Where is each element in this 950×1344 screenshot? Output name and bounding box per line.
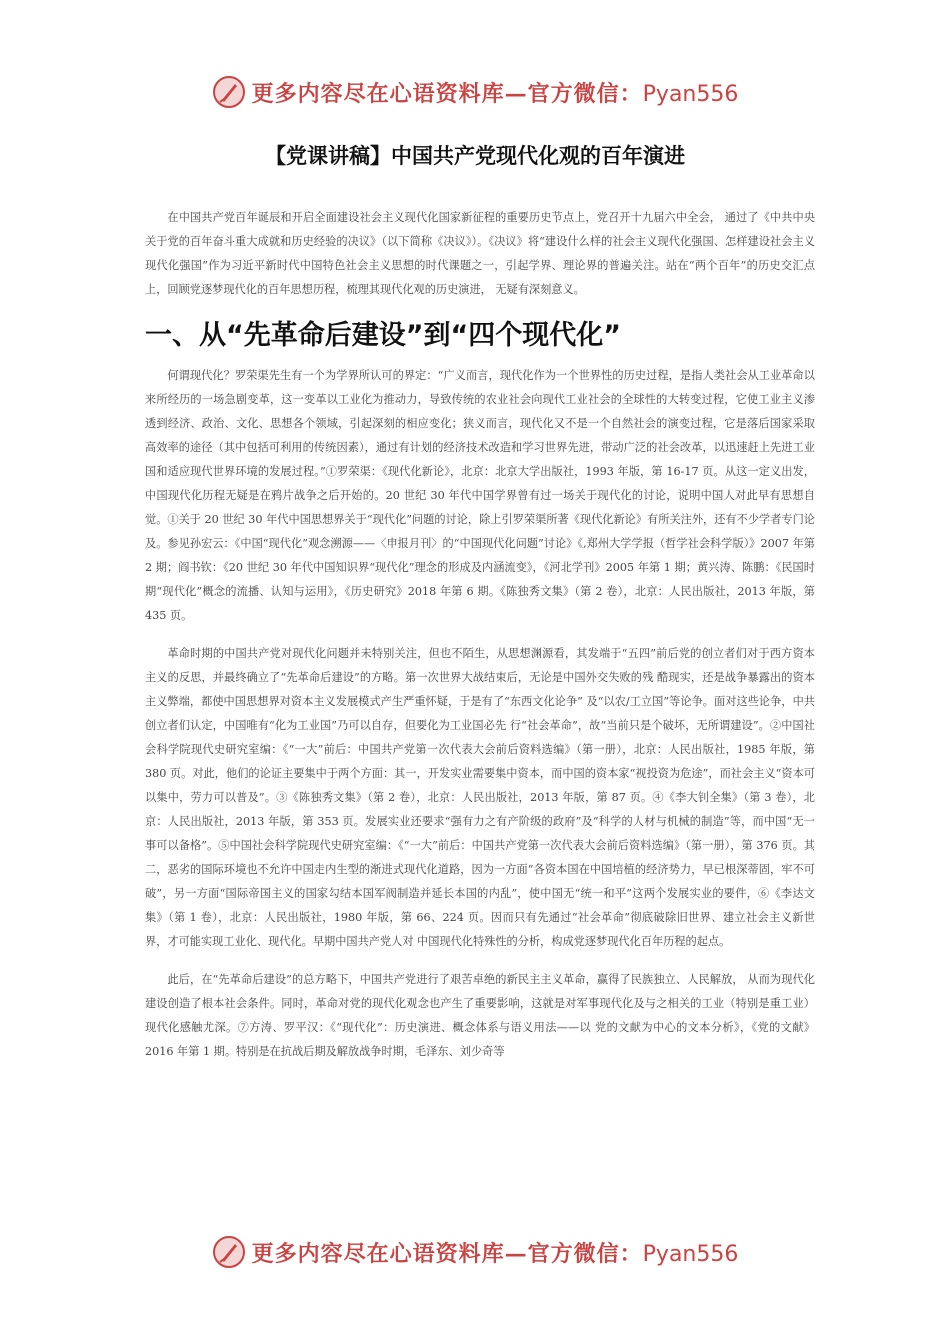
- body-paragraph-3: 此后，在“先革命后建设”的总方略下，中国共产党进行了艰苦卓绝的新民主主义革命，赢得了民族独立、人民解放， 从而为现代化建设创造了根本社会条件。同时，革命对党的现代化观念也产生了重要影响，这就是对军事现代化及与之相关的工业（特别是重工业）现代化感触尤深。⑦方涛、罗平汉：《“现代化”：历史演进、概念体系与语义用法——以 党的文献为中心的文本分析》，《党的文献》2016 年第 1 期。特别是在抗战后期及解放战争时期，毛泽东、刘少奇等: [145, 973, 815, 1058]
- feather-logo-icon: [212, 1235, 246, 1269]
- body-paragraph-1: 何谓现代化？罗荣渠先生有一个为学界所认可的界定：“广义而言，现代化作为一个世界性的历史过程，是指人类社会从工业革命以来所经历的一场急剧变革，这一变革以工业化为推动力，导致传统的农业社会向现代工业社会的全球性的大转变过程，它使工业主义渗透到经济、政治、文化、思想各个领域，引起深刻的相应变化；狭义而言，现代化又不是一个自然社会的演变过程，它是落后国家采取高效率的途径（其中包括可利用的传统因素），通过有计划的经济技术改造和学习世界先进，带动广泛的社会改革，以迅速赶上先进工业国和适应现代世界环境的发展过程。”①罗荣渠：《现代化新论》，北京：北京大学出版社，1993 年版，第 16-17 页。从这一定义出发，中国现代化历程无疑是在鸦片战争之后开始的。20 世纪 30 年代中国学界曾有过一场关于现代化的讨论，说明中国人对此早有思想自觉。①关于 20 世纪 30 年代中国思想界关于“现代化”问题的讨论，除上引罗荣渠所著《现代化新论》有所关注外，还有不少学者专门论及。参见孙宏云：《中国“现代化”观念溯源——〈申报月刊〉的“中国现代化问题”讨论》《,郑州大学学报（哲学社会科学版）》2007 年第 2 期；阎书钦：《20 世纪 30 年代中国知识界“现代化”理念的形成及内涵流变》，《河北学刊》2005 年第 1 期；黄兴涛、陈鹏：《民国时期“现代化”概念的流播、认知与运用》，《历史研究》2018 年第 6 期。《陈独秀文集》（第 2 卷），北京：人民出版社，2013 年版，第 435 页。: [145, 369, 815, 622]
- body-paragraph-2: 革命时期的中国共产党对现代化问题并未特别关注，但也不陌生，从思想渊源看，其发端于“五四”前后党的创立者们对于西方资本主义的反思，并最终确立了“先革命后建设”的方略。第一次世界大战结束后，无论是中国外交失败的残 酷现实，还是战争暴露出的资本主义弊端，都使中国思想界对资本主义发展模式产生严重怀疑，于是有了“东西文化论争” 及“以农/工立国”等论争。面对这些论争，中共创立者们认定，中国唯有“化为工业国”乃可以自存，但要化为工业国必先 行“社会革命”，故“当前只是个破坏，无所谓建设”。②中国社会科学院现代史研究室编：《“一大”前后：中国共产党第一次代表大会前后资料选编》（第一册），北京：人民出版社，1985 年版，第 380 页。对此，他们的论证主要集中于两个方面：其一，开发实业需要集中资本，而中国的资本家“视投资为危途”，而社会主义“资本可以集中，劳力可以普及”。③《陈独秀文集》（第 2 卷），北京：人民出版社，2013 年版，第 87 页。④《李大钊全集》（第 3 卷），北京：人民出版社，2013 年版，第 353 页。发展实业还要求“强有力之有产阶级的政府”及“科学的人材与机械的制造”等，而中国“无一事可以备格”。⑤中国社会科学院现代史研究室编：《“一大”前后：中国共产党第一次代表大会前后资料选编》（第一册），第 376 页。其二，恶劣的国际环境也不允许中国走内生型的渐进式现代化道路，因为一方面“各资本国在中国培植的经济势力，早已根深蒂固，牢不可破”，另一方面“国际帝国主义的国家勾结本国军阀制造并延长本国的内乱”，使中国无“统一和平”这两个发展实业的要件，⑥《李达文集》（第 1 卷），北京：人民出版社，1980 年版，第 66、224 页。因而只有先通过“社会革命”彻底破除旧世界、建立社会主义新世界，才可能实现工业化、现代化。早期中国共产党人对 中国现代化特殊性的分析，构成党逐梦现代化百年历程的起点。: [145, 647, 815, 948]
- document-body: [145, 206, 815, 1064]
- wechat-id: Pyan556: [642, 1241, 739, 1267]
- section-heading: 一、从“先革命后建设”到“四个现代化”: [145, 320, 621, 351]
- banner-text: 更多内容尽在心语资料库—官方微信：Pyan556: [251, 1240, 739, 1267]
- banner-text: 更多内容尽在心语资料库—官方微信：Pyan556: [251, 80, 739, 107]
- wechat-id: Pyan556: [642, 81, 739, 107]
- footer-watermark-banner: [0, 1232, 950, 1272]
- document-title: 【党课讲稿】中国共产党现代化观的百年演进: [265, 144, 685, 168]
- intro-paragraph: 在中国共产党百年诞辰和开启全面建设社会主义现代化国家新征程的重要历史节点上，党召开十九届六中全会， 通过了《中共中央关于党的百年奋斗重大成就和历史经验的决议》（以下简称《决议》）。《决议》将“建设什么样的社会主义现代化强国、怎样建设社会主义现代化强国”作为习近平新时代中国特色社会主义思想的时代课题之一，引起学界、理论界的普遍关注。站在“两个百年”的历史交汇点上，回顾党逐梦现代化的百年思想历程，梳理其现代化观的历史演进， 无疑有深刻意义。: [145, 211, 815, 296]
- header-watermark-banner: [0, 72, 950, 112]
- feather-logo-icon: [212, 75, 246, 109]
